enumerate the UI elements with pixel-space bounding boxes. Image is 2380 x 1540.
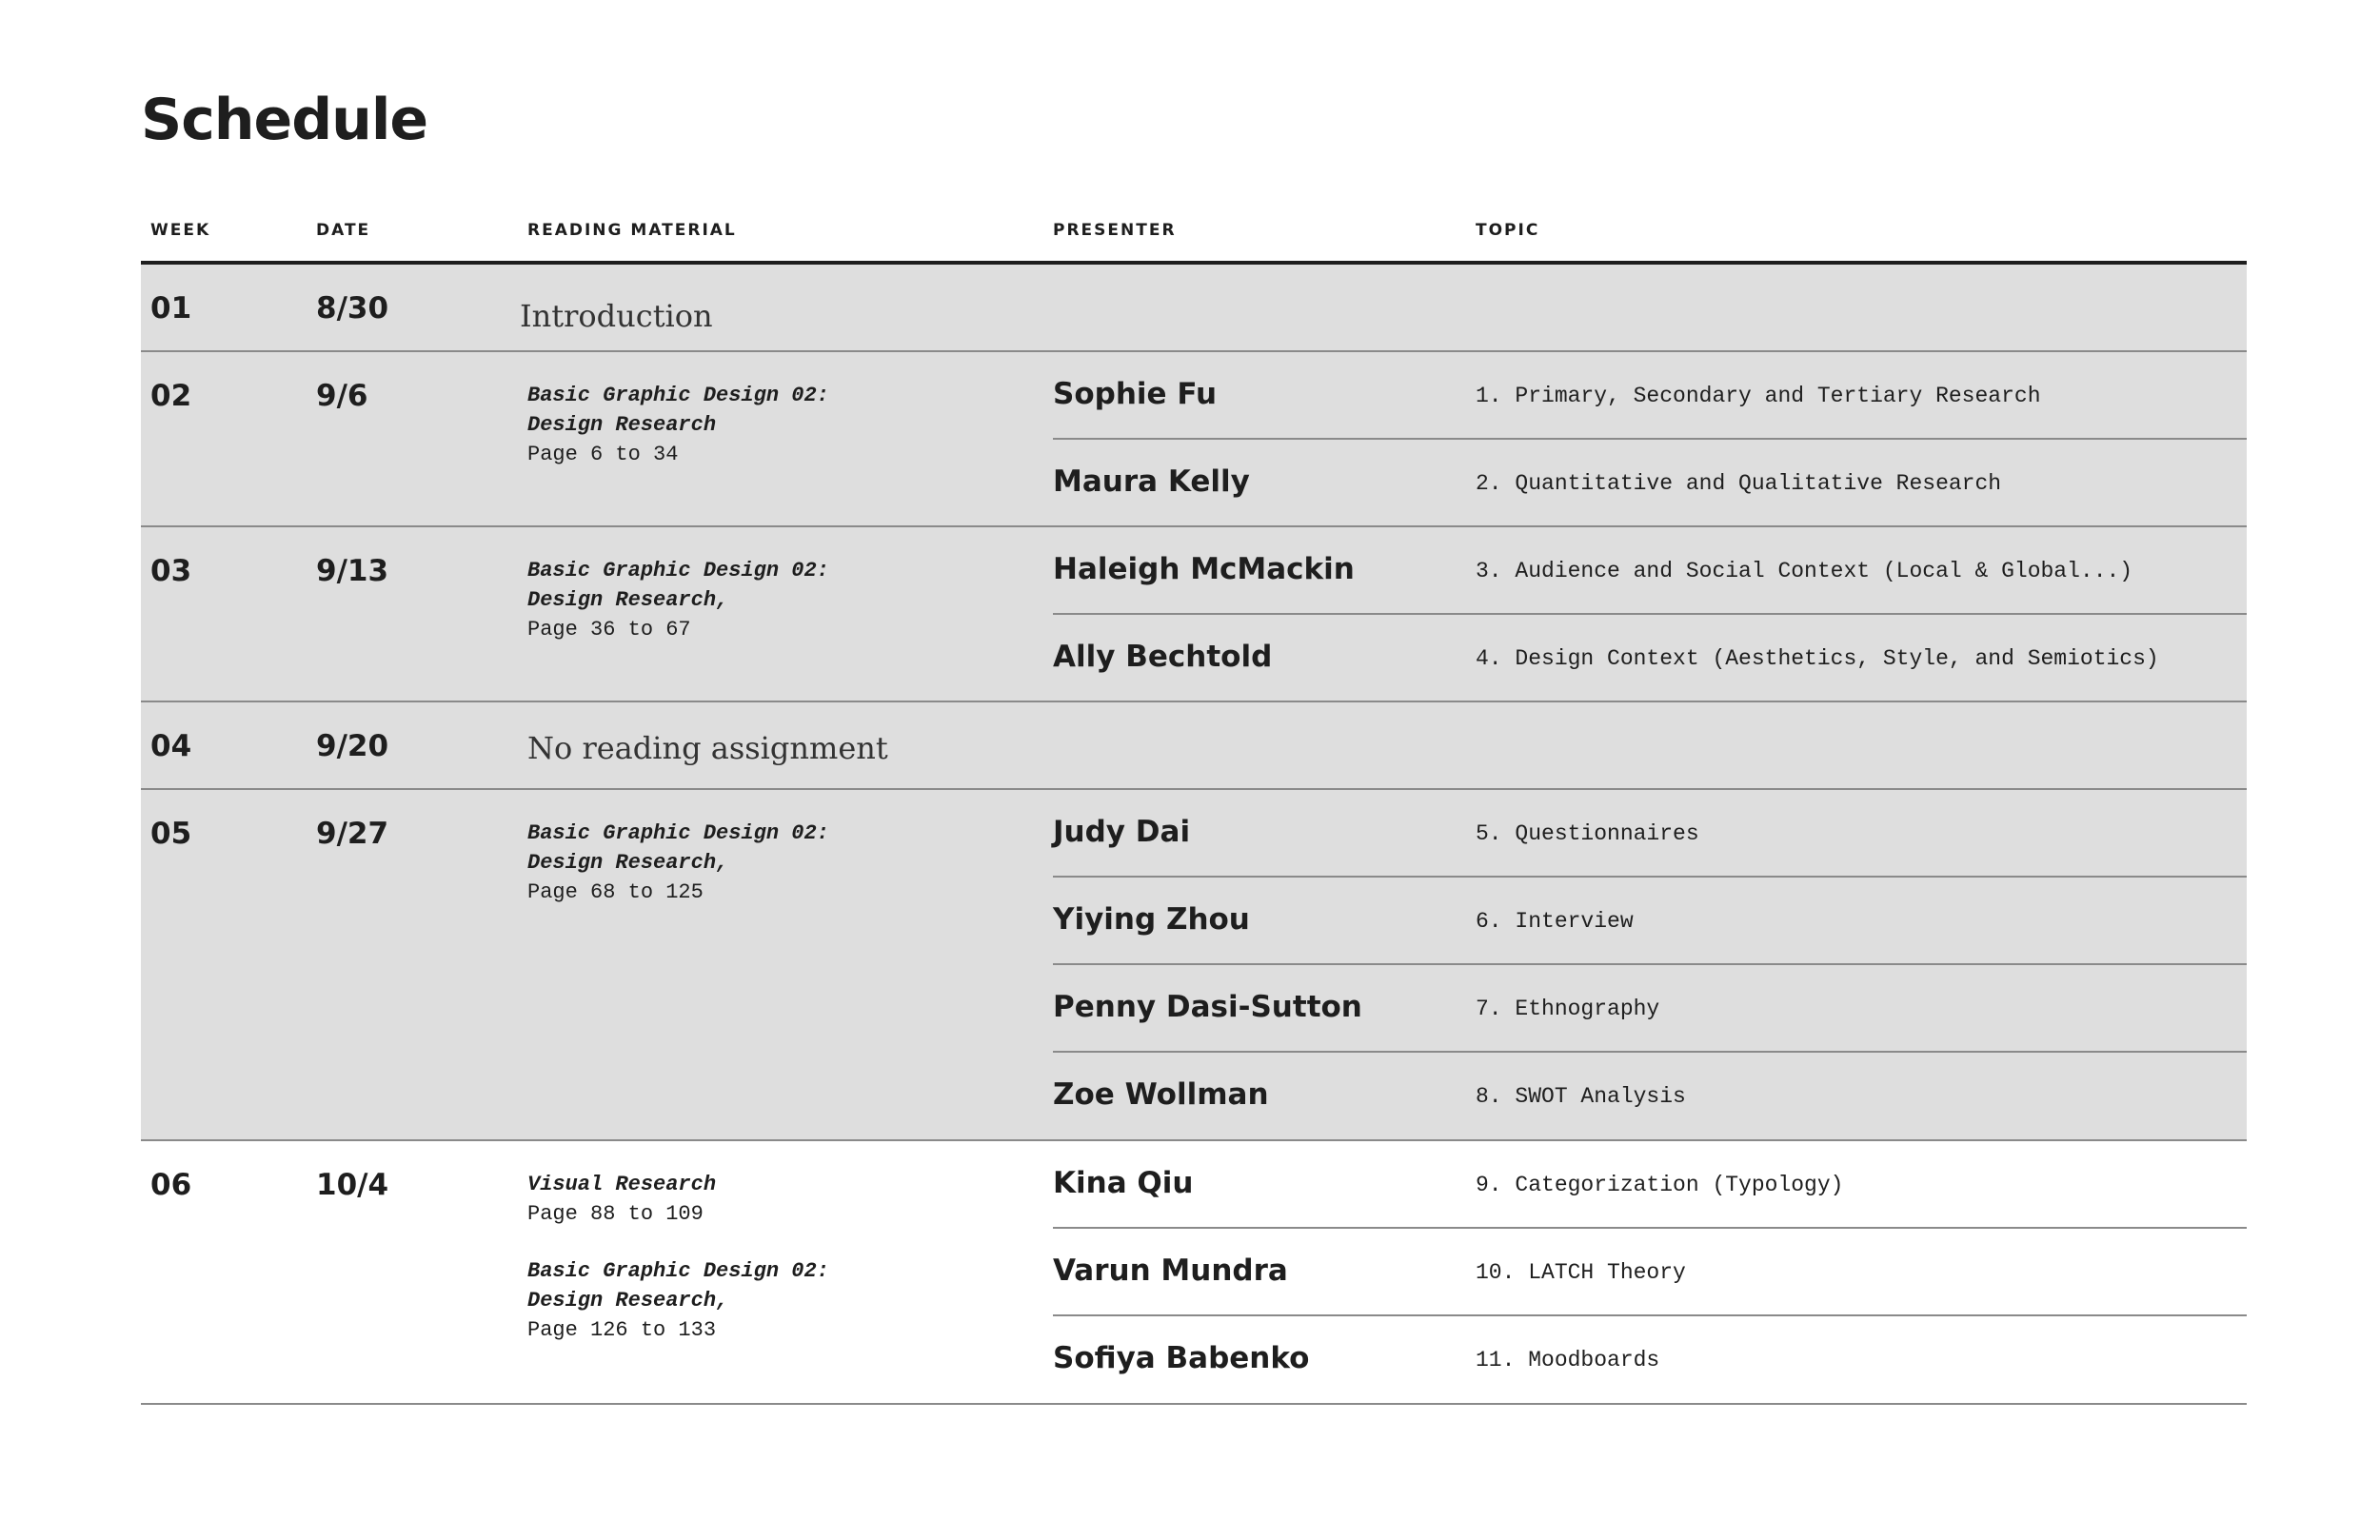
page-title: Schedule (141, 87, 428, 153)
column-header-topic: TOPIC (1476, 221, 1540, 240)
presenter-topic: 9. Categorization (Typology) (1476, 1173, 1844, 1197)
presenter-topic: 5. Questionnaires (1476, 821, 1699, 846)
presenter-topic: 3. Audience and Social Context (Local & Global...) (1476, 559, 2133, 583)
week-number: 06 (150, 1168, 192, 1202)
reading-material (527, 819, 1041, 907)
presenter-row (1053, 527, 2247, 615)
presenter-name: Ally Bechtold (1053, 640, 1273, 674)
presenter-list (1053, 352, 2247, 527)
column-header-reading: READING MATERIAL (527, 221, 737, 240)
column-header-week: WEEK (150, 221, 211, 240)
week-number: 05 (150, 817, 192, 851)
presenter-list (1053, 1141, 2247, 1404)
presenter-topic: 8. SWOT Analysis (1476, 1084, 1686, 1109)
week-date: 10/4 (316, 1168, 389, 1202)
reading-material (527, 556, 1041, 644)
presenter-topic: 11. Moodboards (1476, 1348, 1660, 1372)
book-title: Basic Graphic Design 02: Design Research (527, 384, 829, 437)
table-row-week-02 (141, 352, 2247, 527)
reading-note: Introduction (520, 298, 713, 334)
presenter-row (1053, 440, 2247, 527)
week-number: 04 (150, 729, 192, 763)
presenter-name: Haleigh McMackin (1053, 552, 1355, 586)
table-row-week-06 (141, 1141, 2247, 1405)
presenter-name: Sophie Fu (1053, 377, 1218, 411)
book-pages: Page 88 to 109 (527, 1202, 704, 1226)
table-row-week-01 (141, 265, 2247, 352)
presenter-row (1053, 1229, 2247, 1316)
schedule-table (141, 209, 2247, 1405)
book-pages: Page 36 to 67 (527, 618, 691, 642)
week-date: 9/27 (316, 817, 389, 851)
week-date: 9/20 (316, 729, 389, 763)
presenter-row (1053, 352, 2247, 440)
reading-item (527, 1170, 1041, 1229)
table-row-week-03 (141, 527, 2247, 702)
table-row-week-04 (141, 702, 2247, 790)
book-title: Visual Research (527, 1173, 717, 1196)
presenter-name: Maura Kelly (1053, 464, 1250, 499)
presenter-topic: 10. LATCH Theory (1476, 1260, 1686, 1285)
presenter-topic: 6. Interview (1476, 909, 1634, 934)
book-title: Basic Graphic Design 02: Design Research, (527, 1259, 829, 1313)
presenter-list (1053, 790, 2247, 1140)
week-number: 02 (150, 379, 192, 413)
presenter-row (1053, 1053, 2247, 1140)
week-date: 9/6 (316, 379, 368, 413)
presenter-name: Sofiya Babenko (1053, 1341, 1310, 1375)
reading-item (527, 381, 1041, 469)
book-pages: Page 126 to 133 (527, 1318, 717, 1342)
book-pages: Page 68 to 125 (527, 880, 704, 904)
book-pages: Page 6 to 34 (527, 443, 679, 466)
presenter-row (1053, 878, 2247, 965)
reading-note: No reading assignment (527, 730, 888, 766)
presenter-row (1053, 790, 2247, 878)
reading-material (527, 381, 1041, 469)
presenter-list (1053, 527, 2247, 702)
presenter-row (1053, 1316, 2247, 1404)
presenter-name: Yiying Zhou (1053, 902, 1250, 937)
column-header-date: DATE (316, 221, 371, 240)
book-title: Basic Graphic Design 02: Design Research, (527, 559, 829, 612)
table-header (141, 209, 2247, 265)
presenter-topic: 1. Primary, Secondary and Tertiary Research (1476, 384, 2041, 408)
week-number: 03 (150, 554, 192, 588)
presenter-row (1053, 615, 2247, 702)
reading-item (527, 819, 1041, 907)
presenter-name: Penny Dasi-Sutton (1053, 990, 1362, 1024)
reading-material (527, 1170, 1041, 1345)
reading-item (527, 556, 1041, 644)
table-row-week-05 (141, 790, 2247, 1141)
column-header-presenter: PRESENTER (1053, 221, 1177, 240)
presenter-name: Kina Qiu (1053, 1166, 1194, 1200)
presenter-topic: 4. Design Context (Aesthetics, Style, and Semiotics) (1476, 646, 2159, 671)
week-date: 9/13 (316, 554, 389, 588)
presenter-topic: 7. Ethnography (1476, 997, 1660, 1021)
reading-item (527, 1256, 1041, 1345)
presenter-name: Judy Dai (1053, 815, 1191, 849)
week-date: 8/30 (316, 291, 389, 326)
presenter-row (1053, 965, 2247, 1053)
presenter-name: Varun Mundra (1053, 1254, 1288, 1288)
presenter-name: Zoe Wollman (1053, 1077, 1269, 1112)
week-number: 01 (150, 291, 192, 326)
presenter-row (1053, 1141, 2247, 1229)
presenter-topic: 2. Quantitative and Qualitative Research (1476, 471, 2002, 496)
book-title: Basic Graphic Design 02: Design Research, (527, 821, 829, 875)
